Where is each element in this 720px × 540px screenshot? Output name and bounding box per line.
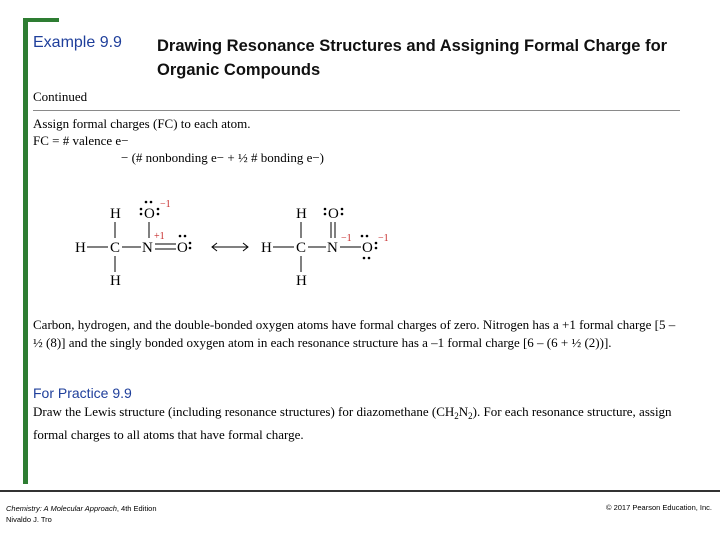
left-accent-bar (23, 18, 28, 484)
practice-text-part: Draw the Lewis structure (including resonance structures) for diazomethane (CH (33, 404, 455, 419)
practice-text-part: N (458, 404, 469, 419)
atom-h: H (296, 273, 307, 289)
explanation-paragraph: Carbon, hydrogen, and the double-bonded oxygen atoms have formal charges of zero. Nitrogen has a +1 formal charge [5 – ½ (8)] and the singly bonded oxygen atom in each resonance structure has a –1 formal charge [6 – (6 + ½ (2))]. (33, 317, 676, 350)
instruction-line: Assign formal charges (FC) to each atom. (33, 116, 251, 131)
formal-charge-label: −1 (378, 233, 389, 244)
resonance-structures-diagram (72, 196, 402, 296)
continued-label: Continued (33, 89, 88, 104)
footer-citation (6, 503, 156, 525)
for-practice-heading: For Practice 9.9 (33, 385, 132, 401)
formula-line: FC = # valence e− (33, 133, 129, 148)
atom-c: C (110, 240, 121, 256)
for-practice-text (33, 403, 693, 443)
formal-charge-label: +1 (154, 231, 165, 242)
formal-charge-instructions (33, 115, 324, 166)
formal-charge-label: −1 (160, 199, 171, 210)
atom-h: H (261, 240, 272, 256)
top-accent-bar (23, 18, 59, 22)
atom-n: N (327, 240, 338, 256)
atom-o: O (362, 240, 373, 256)
formal-charge-label: −1 (341, 233, 352, 244)
example-title: Drawing Resonance Structures and Assigning Formal Charge for Organic Compounds (157, 37, 668, 79)
copyright: © 2017 Pearson Education, Inc. (605, 503, 712, 512)
formula-line-continued: − (# nonbonding e− + ½ # bonding e−) (121, 150, 324, 165)
atom-h: H (110, 273, 121, 289)
atom-h: H (296, 206, 307, 222)
example-number: Example 9.9 (33, 34, 122, 51)
practice-text-part: ). For each resonance structure, assign formal charges to all atoms that have formal charge. (33, 404, 672, 442)
footer-divider (0, 490, 720, 492)
subscript: 2 (454, 411, 459, 421)
resonance-arrow (212, 243, 248, 251)
author: Nivaldo J. Tro (6, 515, 52, 524)
atom-o: O (144, 206, 155, 222)
atom-o: O (177, 240, 188, 256)
atom-h: H (110, 206, 121, 222)
resonance-structure-right (261, 206, 389, 289)
atom-o: O (328, 206, 339, 222)
atom-n: N (142, 240, 153, 256)
subscript: 2 (468, 411, 473, 421)
resonance-structure-left (75, 199, 191, 289)
book-title: Chemistry: A Molecular Approach (6, 504, 117, 513)
edition: , 4th Edition (116, 504, 157, 513)
atom-h: H (75, 240, 86, 256)
atom-c: C (296, 240, 307, 256)
section-divider (33, 110, 680, 111)
